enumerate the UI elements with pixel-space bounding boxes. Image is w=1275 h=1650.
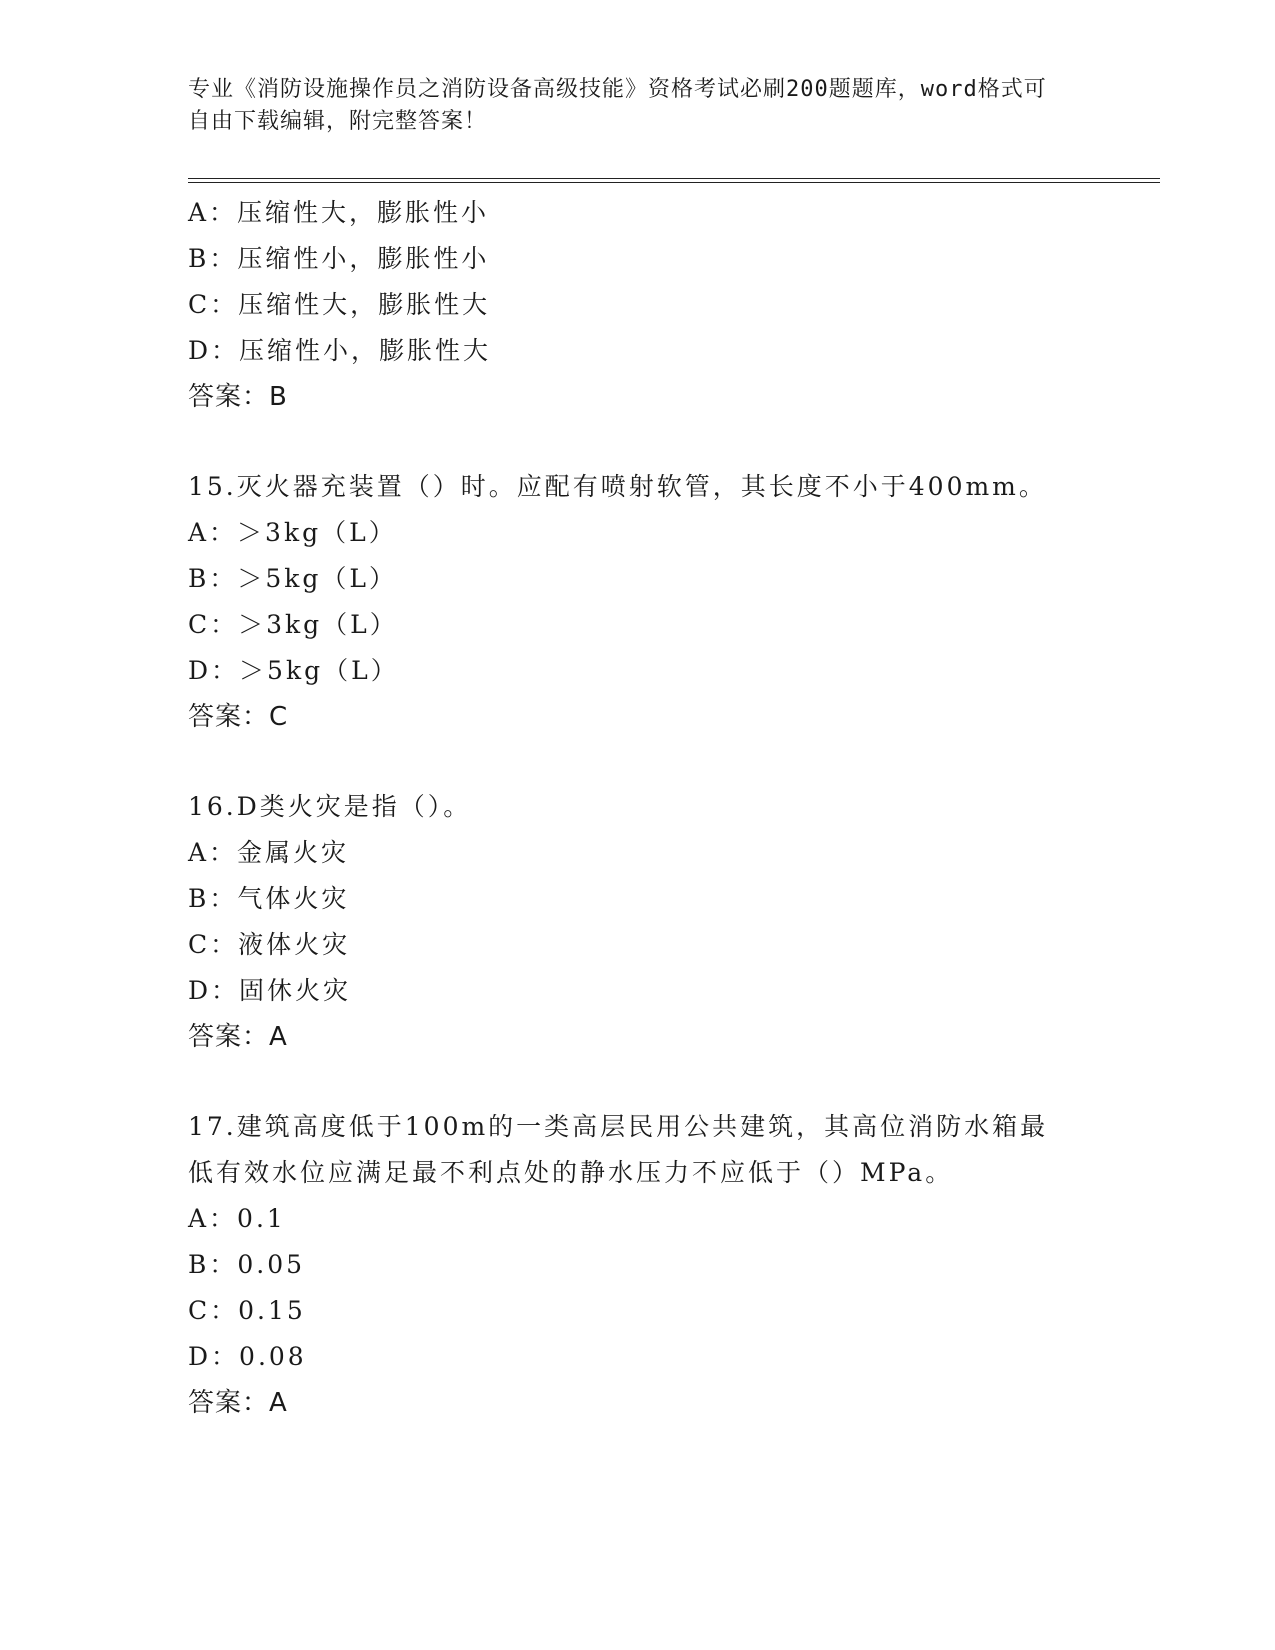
option-a: A：金属火灾 (188, 838, 350, 867)
option-a: A：0.1 (188, 1204, 286, 1233)
question-stem: 15.灭火器充装置（）时。应配有喷射软管，其长度不小于400mm。 (188, 472, 1047, 501)
answer: 答案：C (188, 702, 289, 732)
option-d: D：＞5kg（L） (188, 656, 399, 685)
option-b: B：＞5kg（L） (188, 564, 398, 593)
document-header-title: 专业《消防设施操作员之消防设备高级技能》资格考试必刷200题题库，word格式可自由下载编辑，附完整答案！ (188, 77, 1047, 134)
header-divider (188, 178, 1160, 183)
option-c: C：＞3kg（L） (188, 610, 398, 639)
question-list (188, 190, 1088, 1426)
option-d: D：固休火灾 (188, 976, 352, 1005)
option-b: B：0.05 (188, 1250, 306, 1279)
question-17 (188, 1104, 1088, 1426)
question-16 (188, 784, 1088, 1060)
option-d: D：压缩性小，膨胀性大 (188, 336, 492, 365)
option-d: D：0.08 (188, 1342, 307, 1371)
question-15 (188, 464, 1088, 740)
question-14 (188, 190, 1088, 420)
option-c: C：压缩性大，膨胀性大 (188, 290, 491, 319)
question-stem-line-1: 17.建筑高度低于100m的一类高层民用公共建筑，其高位消防水箱最 (188, 1112, 1049, 1141)
spacer (188, 740, 1088, 784)
option-b: B：压缩性小，膨胀性小 (188, 244, 490, 273)
option-c: C：液体火灾 (188, 930, 351, 959)
option-b: B：气体火灾 (188, 884, 350, 913)
question-stem: 16.D类火灾是指（）。 (188, 792, 472, 821)
answer: 答案：A (188, 1022, 288, 1052)
option-c: C：0.15 (188, 1296, 306, 1325)
spacer (188, 1060, 1088, 1104)
option-a: A：＞3kg（L） (188, 518, 397, 547)
answer: 答案：A (188, 1388, 288, 1418)
option-a: A：压缩性大，膨胀性小 (188, 198, 490, 227)
question-stem-line-2: 低有效水位应满足最不利点处的静水压力不应低于（）MPa。 (188, 1158, 954, 1187)
answer: 答案：B (188, 382, 288, 412)
spacer (188, 420, 1088, 464)
